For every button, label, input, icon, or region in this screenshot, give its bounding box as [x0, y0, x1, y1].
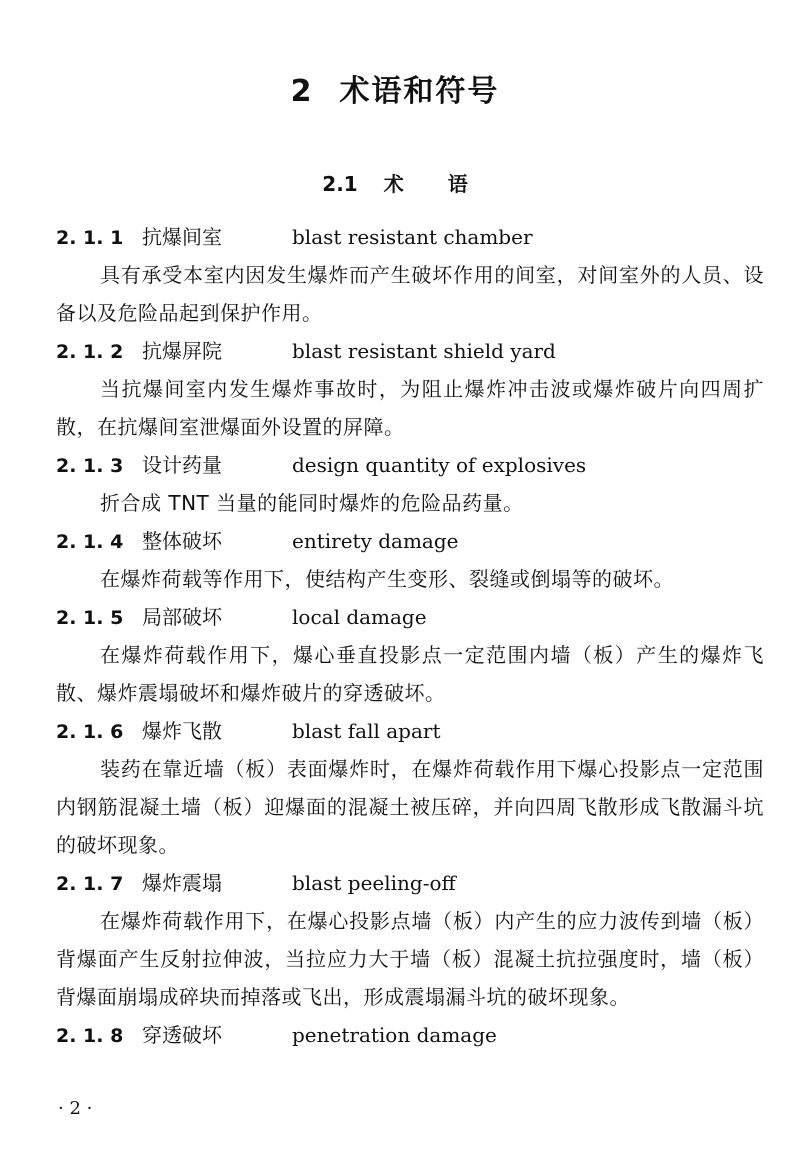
term-definition: 具有承受本室内因发生爆炸而产生破坏作用的间室，对间室外的人员、设备以及危险品起到保护作用。	[56, 263, 764, 325]
term-definition: 折合成 TNT 当量的能同时爆炸的危险品药量。	[100, 491, 524, 515]
term-heading	[56, 218, 764, 256]
term-english: local damage	[292, 605, 427, 629]
term-heading	[56, 522, 764, 560]
term-english: blast resistant shield yard	[292, 339, 556, 363]
term-heading	[56, 446, 764, 484]
term-definition: 装药在靠近墙（板）表面爆炸时，在爆炸荷载作用下爆心投影点一定范围内钢筋混凝土墙（板）迎爆面的混凝土被压碎，并向四周飞散形成飞散漏斗坑的破坏现象。	[56, 757, 764, 857]
term-english: entirety damage	[292, 529, 459, 553]
term-english: penetration damage	[292, 1023, 497, 1047]
section-title-char-1: 术	[383, 172, 404, 196]
term-chinese: 穿透破坏	[142, 1023, 222, 1047]
term-heading	[56, 864, 764, 902]
term-number: 2. 1. 3	[56, 455, 124, 477]
term-chinese: 抗爆屏院	[142, 339, 222, 363]
term-number: 2. 1. 4	[56, 531, 124, 553]
term-definition: 在爆炸荷载作用下，在爆心投影点墙（板）内产生的应力波传到墙（板）背爆面产生反射拉伸波，当拉应力大于墙（板）混凝土抗拉强度时，墙（板）背爆面崩塌成碎块而掉落或飞出，形成震塌漏斗坑的破坏现象。	[56, 909, 764, 1009]
page-number: · 2 ·	[58, 1098, 93, 1119]
term-chinese: 爆炸飞散	[142, 719, 222, 743]
chapter-title	[0, 66, 790, 110]
chapter-title-text: 术语和符号	[339, 74, 500, 109]
term-english: blast peeling-off	[292, 871, 456, 895]
term-number: 2. 1. 6	[56, 721, 124, 743]
term-number: 2. 1. 8	[56, 1025, 124, 1047]
term-heading	[56, 712, 764, 750]
section-title-char-2: 语	[447, 172, 468, 196]
term-number: 2. 1. 2	[56, 341, 124, 363]
term-chinese: 整体破坏	[142, 529, 222, 553]
term-definition: 在爆炸荷载作用下，爆心垂直投影点一定范围内墙（板）产生的爆炸飞散、爆炸震塌破坏和爆炸破片的穿透破坏。	[56, 643, 764, 705]
term-chinese: 爆炸震塌	[142, 871, 222, 895]
term-heading	[56, 1016, 764, 1054]
term-chinese: 局部破坏	[142, 605, 222, 629]
term-english: blast resistant chamber	[292, 225, 533, 249]
term-heading	[56, 332, 764, 370]
term-number: 2. 1. 5	[56, 607, 124, 629]
term-entries	[56, 218, 764, 1054]
term-definition: 当抗爆间室内发生爆炸事故时，为阻止爆炸冲击波或爆炸破片向四周扩散，在抗爆间室泄爆面外设置的屏障。	[56, 377, 764, 439]
chapter-number: 2	[290, 74, 314, 109]
section-title	[0, 168, 790, 197]
term-number: 2. 1. 1	[56, 227, 124, 249]
term-chinese: 抗爆间室	[142, 225, 222, 249]
term-english: blast fall apart	[292, 719, 441, 743]
term-definition: 在爆炸荷载等作用下，使结构产生变形、裂缝或倒塌等的破坏。	[100, 567, 674, 591]
term-english: design quantity of explosives	[292, 453, 587, 477]
term-number: 2. 1. 7	[56, 873, 124, 895]
term-heading	[56, 598, 764, 636]
term-chinese: 设计药量	[142, 453, 222, 477]
section-number: 2.1	[322, 172, 358, 196]
